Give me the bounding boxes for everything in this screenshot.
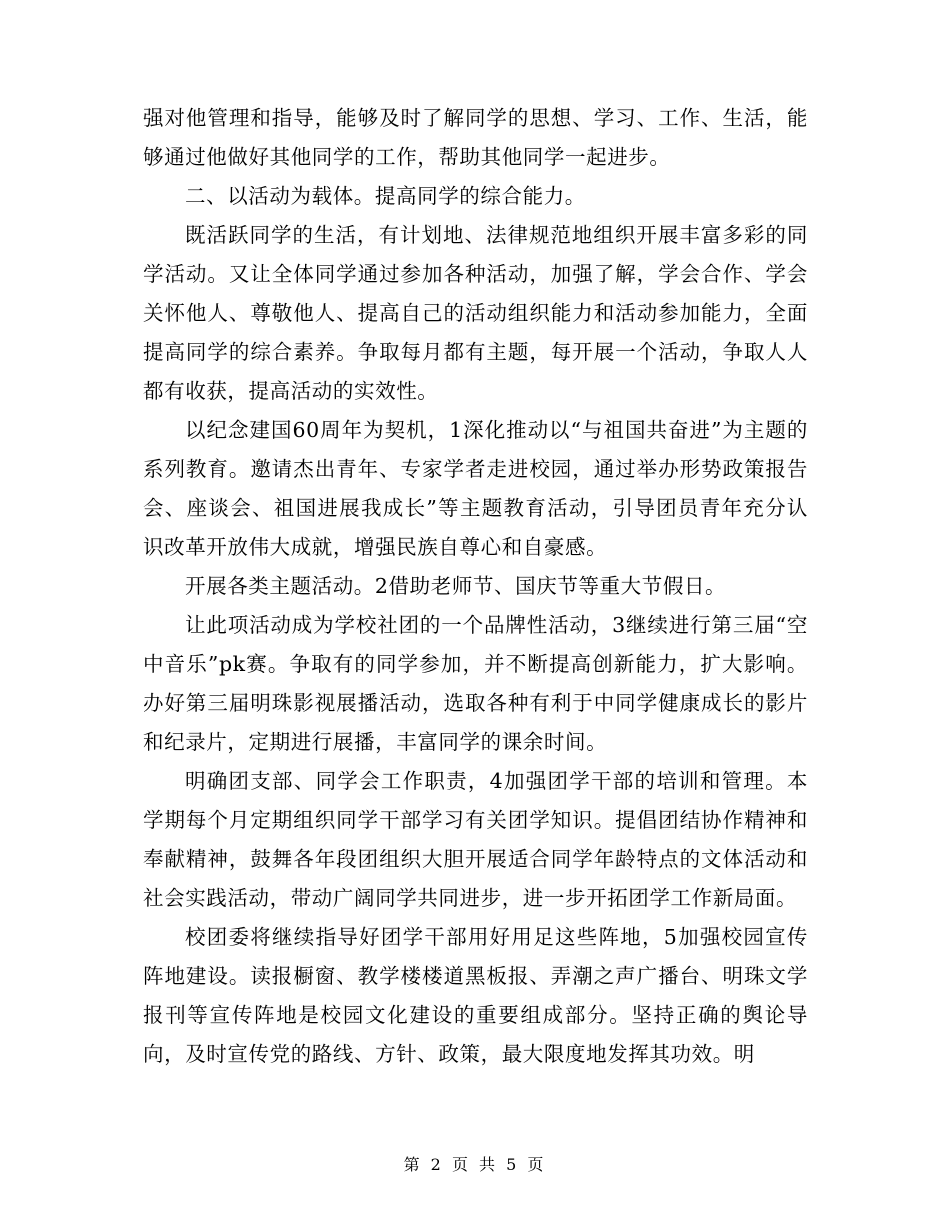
section-heading: 二、以活动为载体。提高同学的综合能力。 [185,184,586,208]
paragraph: 既活跃同学的生活，有计划地、法律规范地组织开展丰富多彩的同学活动。又让全体同学通过参加各种活动，加强了解，学会合作、学会关怀他人、尊敬他人、提高自己的活动组织能力和活动参加能力，全面提高同学的综合素养。争取每月都有主题，每开展一个活动，争取人人都有收获，提高活动的实效性。 [143,223,808,403]
document-body [143,99,808,1074]
paragraph: 明确团支部、同学会工作职责，4加强团学干部的培训和管理。本学期每个月定期组织同学干部学习有关团学知识。提倡团结协作精神和奉献精神，鼓舞各年段团组织大胆开展适合同学年龄特点的文体活动和社会实践活动，带动广阔同学共同进步，进一步开拓团学工作新局面。 [143,769,808,910]
paragraph: 让此项活动成为学校社团的一个品牌性活动，3继续进行第三届“空中音乐”pk赛。争取有的同学参加，并不断提高创新能力，扩大影响。办好第三届明珠影视展播活动，选取各种有利于中同学健康成长的影片和纪录片，定期进行展播，丰富同学的课余时间。 [143,613,808,754]
paragraph: 强对他管理和指导，能够及时了解同学的思想、学习、工作、生活，能够通过他做好其他同学的工作，帮助其他同学一起进步。 [143,106,808,169]
paragraph: 以纪念建国60周年为契机，1深化推动以“与祖国共奋进”为主题的系列教育。邀请杰出青年、专家学者走进校园，通过举办形势政策报告会、座谈会、祖国进展我成长”等主题教育活动，引导团员青年充分认识改革开放伟大成就，增强民族自尊心和自豪感。 [143,418,808,559]
page-number-footer: 第 2 页 共 5 页 [403,1155,547,1174]
paragraph: 校团委将继续指导好团学干部用好用足这些阵地，5加强校园宣传阵地建设。读报橱窗、教学楼楼道黑板报、弄潮之声广播台、明珠文学报刊等宣传阵地是校园文化建设的重要组成部分。坚持正确的舆论导向，及时宣传党的路线、方针、政策，最大限度地发挥其功效。明 [143,925,808,1066]
paragraph: 开展各类主题活动。2借助老师节、国庆节等重大节假日。 [185,574,727,598]
